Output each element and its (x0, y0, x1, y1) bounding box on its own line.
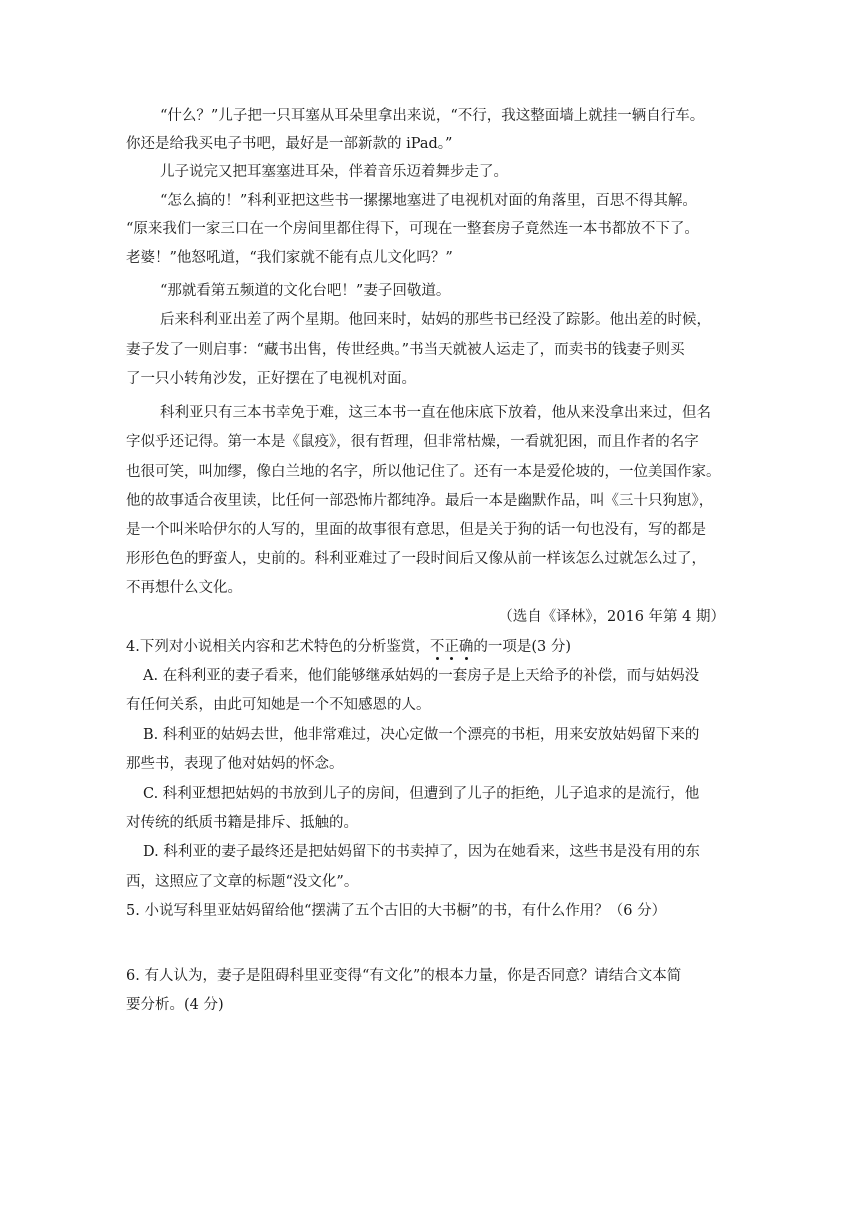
passage-line: “那就看第五频道的文化台吧！”妻子回敬道。 (160, 283, 451, 299)
passage-line: 后来科利亚出差了两个星期。他回来时，姑妈的那些书已经没了踪影。他出差的时候， (160, 312, 711, 328)
passage-line: “怎么搞的！”科利亚把这些书一摞摞地塞进了电视机对面的角落里，百思不得其解。 (160, 193, 697, 209)
passage-line: “什么？”儿子把一只耳塞从耳朵里拿出来说，“不行，我这整面墙上就挂一辆自行车。 (160, 108, 705, 124)
passage-line: 形形色色的野蛮人，史前的。科利亚难过了一段时间后又像从前一样该怎么过就怎么过了， (126, 551, 706, 567)
passage-line: 是一个叫米哈伊尔的人写的，里面的故事很有意思，但是关于狗的话一句也没有，写的都是 (126, 522, 706, 538)
option-a-line: 有任何关系，由此可知她是一个不知感恩的人。 (126, 697, 431, 713)
question-5: 5. 小说写科里亚姑妈留给他“摆满了五个古旧的大书橱”的书，有什么作用？（6 分） (126, 903, 667, 919)
passage-line: 你还是给我买电子书吧，最好是一部新款的 iPad。” (126, 136, 453, 152)
option-d-line: D. 科利亚的妻子最终还是把姑妈留下的书卖掉了，因为在她看来，这些书是没有用的东 (143, 844, 700, 860)
option-b-line: B. 科利亚的姑妈去世，他非常难过，决心定做一个漂亮的书柜，用来安放姑妈留下来的 (143, 727, 700, 743)
option-d-line: 西，这照应了文章的标题“没文化”。 (126, 874, 359, 890)
passage-line: 妻子发了一则启事：“藏书出售，传世经典。”书当天就被人运走了，而卖书的钱妻子则买 (126, 342, 685, 358)
passage-line: 不再想什么文化。 (126, 580, 242, 596)
source-citation: （选自《译林》，2016 年第 4 期） (498, 609, 725, 625)
emphasis-char: 正 (444, 639, 459, 655)
option-c-line: C. 科利亚想把姑妈的书放到儿子的房间，但遭到了儿子的拒绝，儿子追求的是流行，他 (143, 786, 700, 802)
option-b-line: 那些书，表现了他对姑妈的怀念。 (126, 756, 344, 772)
passage-line: 也很可笑，叫加缪，像白兰地的名字，所以他记住了。还有一本是爱伦坡的，一位美国作家。 (126, 464, 721, 480)
passage-line: “原来我们一家三口在一个房间里都住得下，可现在一整套房子竟然连一本书都放不下了。 (126, 221, 699, 237)
question-6-line: 6. 有人认为，妻子是阻碍科里亚变得“有文化”的根本力量，你是否同意？请结合文本简 (126, 968, 682, 984)
emphasis-char: 不 (429, 639, 445, 655)
passage-line: 儿子说完又把耳塞塞进耳朵，伴着音乐迈着舞步走了。 (160, 164, 508, 180)
passage-line: 字似乎还记得。第一本是《鼠疫》，很有哲理，但非常枯燥，一看就犯困，而且作者的名字 (126, 434, 699, 450)
option-a-line: A. 在科利亚的妻子看来，他们能够继承姑妈的一套房子是上天给予的补偿，而与姑妈没 (143, 668, 700, 684)
passage-line: 老婆！”他怒吼道，“我们家就不能有点儿文化吗？” (126, 250, 453, 266)
passage-line: 他的故事适合夜里读，比任何一部恐怖片都纯净。最后一本是幽默作品，叫《三十只狗崽》， (126, 493, 714, 509)
passage-line: 科利亚只有三本书幸免于难，这三本书一直在他床底下放着，他从来没拿出来过，但名 (160, 405, 711, 421)
question-4-stem (126, 637, 571, 657)
question-4-suffix: 的一项是(3 分) (473, 639, 571, 655)
passage-line: 了一只小转角沙发，正好摆在了电视机对面。 (126, 371, 416, 387)
emphasis-char: 确 (458, 639, 474, 655)
question-6-line: 要分析。(4 分) (126, 997, 224, 1013)
option-c-line: 对传统的纸质书籍是排斥、抵触的。 (126, 815, 358, 831)
question-4-prefix: 4.下列对小说相关内容和艺术特色的分析鉴赏， (126, 639, 430, 655)
